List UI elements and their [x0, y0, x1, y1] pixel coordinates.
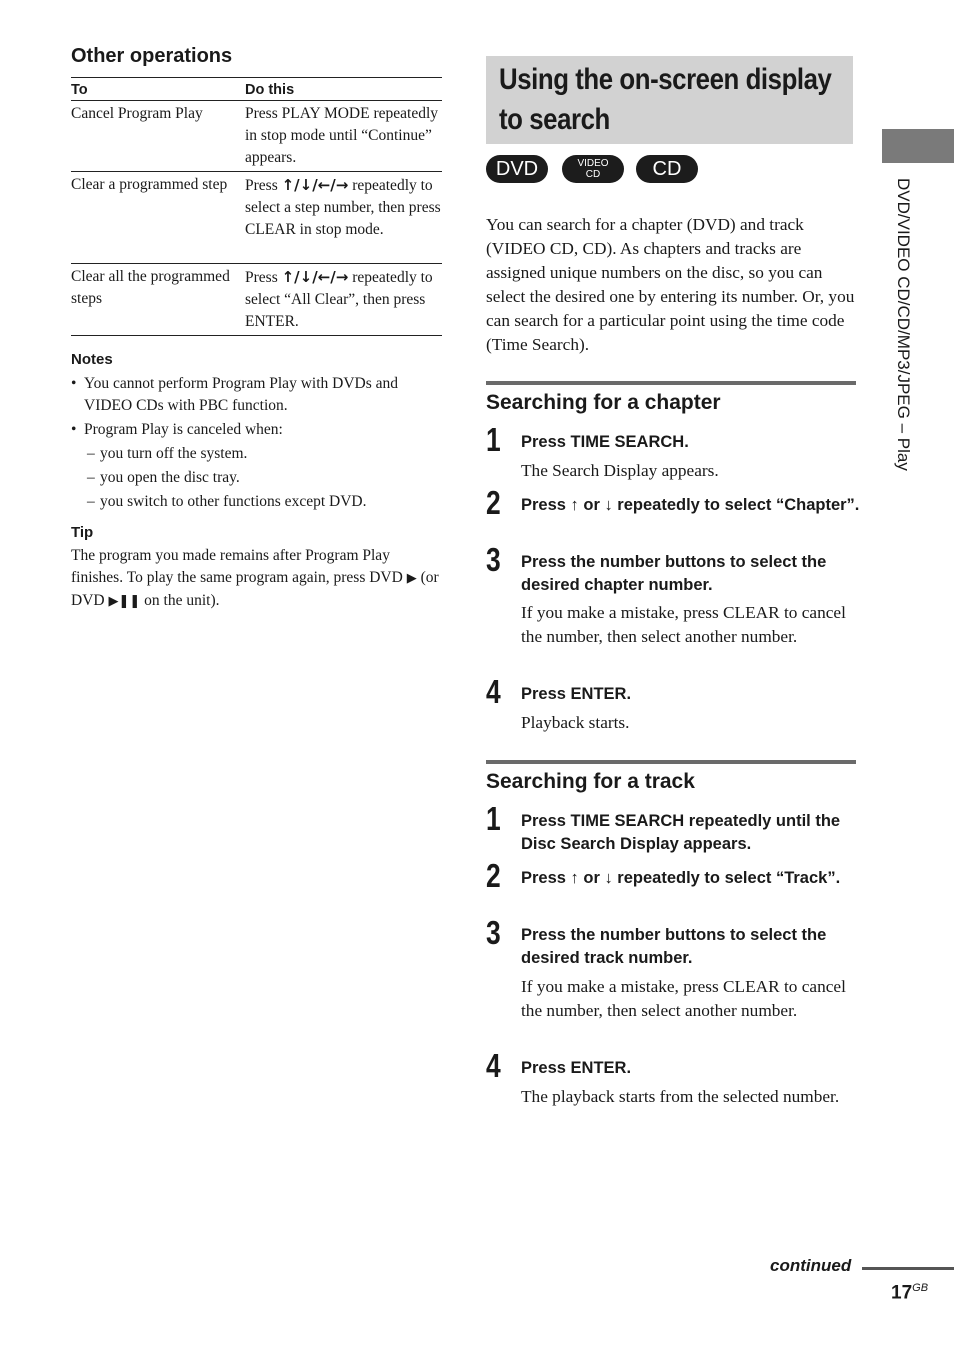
section-title-box: [486, 56, 853, 144]
step-number: 2: [486, 484, 501, 521]
tip-text-part: The program you made remains after Program Play finishes. To play the same program again, press DVD: [71, 547, 407, 586]
step-number: 3: [486, 914, 501, 951]
step-instruction: Press TIME SEARCH.: [521, 433, 689, 451]
step-instruction: Press the number buttons to select the desired track number.: [521, 926, 827, 967]
tip-heading: Tip: [71, 524, 94, 541]
video-cd-badge-icon: [562, 155, 624, 183]
table-cell-to: Clear a programmed step: [71, 172, 245, 264]
cell-text: Press PLAY MODE repeatedly in stop mode until “Continue” appears.: [245, 105, 439, 166]
notes-list: [71, 373, 442, 515]
step-instruction: Press ↑ or ↓ repeatedly to select “Track”.: [521, 869, 841, 887]
section-divider: [486, 760, 856, 764]
step-body: If you make a mistake, press CLEAR to cancel the number, then select another number.: [521, 977, 846, 1020]
continued-rule: [862, 1267, 954, 1270]
other-operations-heading: Other operations: [71, 45, 233, 67]
step-instruction: Press ENTER.: [521, 1059, 632, 1077]
table-cell-do-this: [245, 264, 442, 336]
page-region-suffix: GB: [912, 1282, 929, 1294]
column-header-do-this: Do this: [245, 78, 442, 101]
step-number: 1: [486, 800, 501, 837]
table-cell-to: Clear all the programmed steps: [71, 264, 245, 336]
track-section-heading: Searching for a track: [486, 770, 695, 793]
play-icon: ▶: [406, 571, 417, 586]
step-number: 2: [486, 857, 501, 894]
cell-text: repeatedly to select “All Clear”, then press ENTER.: [245, 269, 433, 330]
table-cell-do-this: [245, 172, 442, 264]
step-number: 3: [486, 541, 501, 578]
notes-heading: Notes: [71, 351, 113, 368]
step-instruction: Press ENTER.: [521, 685, 632, 703]
section-divider: [486, 381, 856, 385]
cell-text: repeatedly to select a step number, then press CLEAR in stop mode.: [245, 177, 441, 238]
dvd-badge-icon: DVD: [486, 155, 548, 183]
step-body: The Search Display appears.: [521, 461, 719, 480]
badge-line: VIDEO: [577, 158, 609, 169]
step-number: 4: [486, 673, 501, 710]
table-row: [71, 101, 442, 172]
continued-label: continued: [770, 1256, 852, 1275]
tip-text: [71, 545, 442, 613]
table-header-row: [71, 78, 442, 101]
note-subitem: – you switch to other functions except DVD.: [71, 491, 442, 513]
page-number-value: 17: [891, 1282, 913, 1304]
page-number: [891, 1282, 928, 1304]
step-body: Playback starts.: [521, 713, 630, 732]
column-header-to: To: [71, 78, 245, 101]
step-instruction: Press the number buttons to select the desired chapter number.: [521, 553, 827, 594]
chapter-section-heading: Searching for a chapter: [486, 391, 721, 414]
note-item: • You cannot perform Program Play with DVDs and VIDEO CDs with PBC function.: [71, 373, 442, 417]
chapter-tab-marker: [882, 129, 954, 163]
tip-text-part: on the unit).: [140, 592, 220, 609]
badge-line: CD: [585, 169, 601, 180]
step-body: The playback starts from the selected number.: [521, 1087, 840, 1106]
intro-paragraph: You can search for a chapter (DVD) and track (VIDEO CD, CD). As chapters and tracks are assigned unique numbers on the disc, so you can select the desired one by entering its number. Or, you can search for a particular point using the time code (Time Search).: [486, 215, 855, 354]
chapter-side-label: DVD/VIDEO CD/CD/MP3/JPEG – Play: [894, 178, 913, 471]
step-instruction: Press ↑ or ↓ repeatedly to select “Chapter”.: [521, 496, 860, 514]
page-title: Using the on-screen display to search: [499, 63, 832, 136]
play-pause-icon: ▶❚❚: [108, 594, 141, 609]
other-operations-table: [71, 77, 442, 336]
step-instruction: Press TIME SEARCH repeatedly until the Disc Search Display appears.: [521, 812, 841, 853]
tip-text-part: (or DVD: [71, 569, 439, 609]
note-subitem: – you turn off the system.: [71, 443, 442, 465]
table-row: [71, 264, 442, 336]
cell-text: Press: [245, 177, 282, 194]
step-body: If you make a mistake, press CLEAR to cancel the number, then select another number.: [521, 603, 846, 646]
note-item: • Program Play is canceled when:: [71, 419, 442, 441]
table-cell-do-this: [245, 101, 442, 172]
arrow-buttons-icon: ↑/↓/←/→: [281, 268, 349, 286]
arrow-buttons-icon: ↑/↓/←/→: [281, 176, 349, 194]
step-number: 4: [486, 1047, 501, 1084]
table-row: [71, 172, 442, 264]
table-cell-to: Cancel Program Play: [71, 101, 245, 172]
step-number: 1: [486, 421, 501, 458]
note-subitem: – you open the disc tray.: [71, 467, 442, 489]
cell-text: Press: [245, 269, 282, 286]
cd-badge-icon: CD: [636, 155, 698, 183]
